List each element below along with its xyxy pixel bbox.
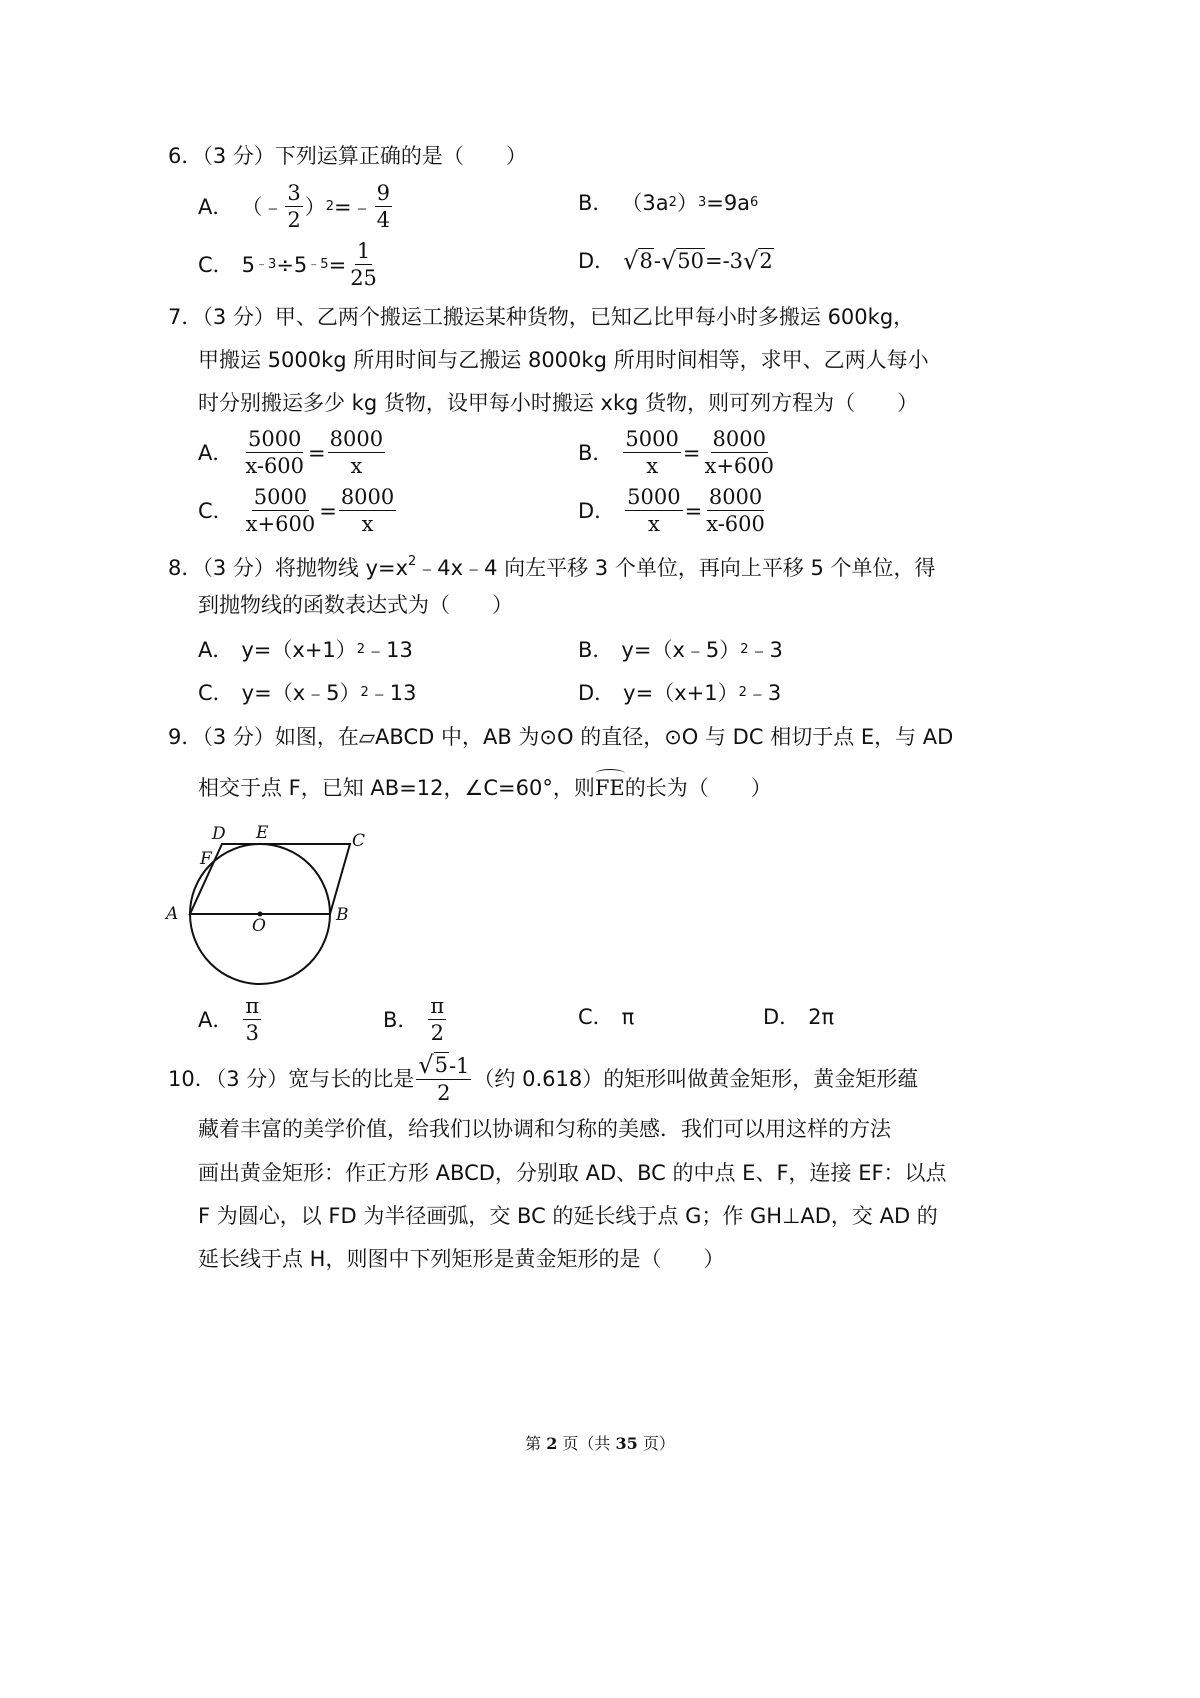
option-label: C． bbox=[578, 1005, 614, 1029]
fraction: $\frac{8000}{x+600}$ bbox=[704, 427, 775, 478]
math-text: ÷5 bbox=[276, 252, 308, 277]
math-text: =-3 bbox=[704, 249, 744, 273]
fraction: $\frac{5000}{x}$ bbox=[625, 427, 679, 478]
q8-option-c: C． y=（x﹣5） 2 ﹣13 bbox=[198, 678, 417, 708]
math-text: = bbox=[328, 252, 347, 277]
geometry-figure bbox=[160, 818, 380, 988]
q6-option-c bbox=[198, 238, 381, 291]
fraction: $\frac{5000}{x}$ bbox=[627, 485, 681, 536]
option-label: A． bbox=[198, 440, 234, 465]
point-label-a: A bbox=[166, 904, 179, 924]
q9-option-d: D． 2π bbox=[763, 1002, 834, 1032]
fraction: $\frac{8000}{x-600}$ bbox=[706, 485, 765, 536]
option-label: D． bbox=[578, 249, 616, 273]
q9-option-a bbox=[198, 993, 263, 1046]
fraction: $\frac{5000}{x+600}$ bbox=[245, 485, 316, 536]
q6-option-a bbox=[198, 180, 394, 233]
q8-option-b: B． y=（x﹣5） 2 ﹣3 bbox=[578, 635, 783, 665]
square-root: √ 2 bbox=[743, 247, 773, 275]
option-label: B． bbox=[578, 191, 614, 215]
option-label: A． bbox=[198, 194, 234, 219]
fraction: $\frac{\pi}{3}$ bbox=[245, 994, 260, 1045]
option-label: B． bbox=[578, 440, 614, 465]
exponent: 2 bbox=[360, 685, 369, 700]
exponent: 3 bbox=[697, 195, 707, 210]
square-root: √ 50 bbox=[660, 247, 704, 275]
q7-line-3: 时分别搬运多少 kg 货物，设甲每小时搬运 xkg 货物，则可列方程为（ ） bbox=[198, 391, 919, 415]
page-total: 35 bbox=[615, 1434, 638, 1453]
exponent: ﹣3 bbox=[255, 256, 277, 272]
math-text: ） bbox=[676, 191, 698, 215]
point-label-d: D bbox=[212, 824, 226, 844]
exponent: 2 bbox=[325, 198, 335, 214]
option-label: B． bbox=[383, 1007, 419, 1032]
q8-option-a: A． y=（x+1） 2 ﹣13 bbox=[198, 635, 413, 665]
point-label-b: B bbox=[336, 905, 349, 925]
q7-option-a bbox=[198, 426, 387, 479]
math-text: （3a bbox=[621, 191, 669, 215]
exponent: 2 bbox=[408, 554, 417, 569]
exponent: 2 bbox=[668, 195, 677, 210]
q9-option-b bbox=[383, 993, 448, 1046]
q8-option-d: D． y=（x+1） 2 ﹣3 bbox=[578, 678, 781, 708]
option-label: B． bbox=[578, 638, 614, 662]
math-text: - bbox=[653, 249, 661, 273]
arc-fe: FE bbox=[595, 773, 625, 803]
exponent: 2 bbox=[738, 685, 747, 700]
fraction: $\frac{\pi}{2}$ bbox=[430, 994, 445, 1045]
point-label-o: O bbox=[252, 916, 266, 936]
equals-sign: = bbox=[308, 440, 326, 465]
math-text: =9a bbox=[706, 191, 751, 215]
q8-line-1: 8．（3 分）将抛物线 $y=x^2﹣4x﹣4$ 向左平移 3 个单位，再向上平移 5 个单位，得 bbox=[168, 554, 936, 580]
option-label: C． bbox=[198, 252, 234, 277]
math-text: ） bbox=[304, 194, 326, 219]
q6-option-d bbox=[578, 246, 774, 276]
equals-sign: = bbox=[684, 498, 703, 523]
fraction: $\frac{1}{25}$ bbox=[350, 239, 377, 290]
q10-line-4: F 为圆心，以 FD 为半径画弧，交 BC 的延长线于点 G；作 GH⊥AD，交 AD 的 bbox=[198, 1204, 938, 1228]
q6-option-b bbox=[578, 188, 758, 218]
fraction: $\frac{3}{2}$ bbox=[287, 181, 301, 232]
fraction: $\frac{9}{4}$ bbox=[376, 181, 391, 232]
fraction: $\frac{8000}{x}$ bbox=[329, 427, 384, 478]
q7-option-d bbox=[578, 484, 769, 537]
q9-option-c: C． π bbox=[578, 1002, 634, 1032]
option-label: A． bbox=[198, 1007, 234, 1032]
q10-line-5: 延长线于点 H，则图中下列矩形是黄金矩形的是（ ） bbox=[198, 1247, 725, 1271]
option-label: C． bbox=[198, 498, 234, 523]
option-label: D． bbox=[763, 1005, 801, 1029]
q10-line-2: 藏着丰富的美学价值，给我们以协调和匀称的美感．我们可以用这样的方法 bbox=[198, 1117, 891, 1141]
equals-sign: = bbox=[682, 440, 701, 465]
option-label: A． bbox=[198, 638, 234, 662]
option-label: D． bbox=[578, 498, 616, 523]
point-label-e: E bbox=[256, 823, 269, 843]
math-text: =﹣ bbox=[334, 194, 373, 219]
q8-line-2: 到抛物线的函数表达式为（ ） bbox=[198, 593, 513, 617]
q9-line-1: 9．（3 分）如图，在▱ABCD 中，AB 为⊙O 的直径，⊙O 与 DC 相切于点 E，与 AD bbox=[168, 725, 954, 749]
math-text: （﹣ bbox=[241, 194, 284, 219]
option-label: D． bbox=[578, 681, 616, 705]
square-root: √ 8 bbox=[623, 247, 653, 275]
point-label-f: F bbox=[200, 849, 212, 869]
q7-option-b bbox=[578, 426, 778, 479]
q7-option-c bbox=[198, 484, 398, 537]
fraction: $\frac{8000}{x}$ bbox=[340, 485, 395, 536]
q10-line-1: 10．（3 分）宽与长的比是 √ 5 -1 2 （约 0.618）的矩形叫做黄金矩形，黄金矩形蕴 bbox=[168, 1051, 919, 1105]
exponent: ﹣5 bbox=[307, 256, 329, 272]
page-number: 2 bbox=[546, 1434, 558, 1453]
fraction: √ 5 -1 2 bbox=[418, 1051, 470, 1105]
q10-line-3: 画出黄金矩形：作正方形 ABCD，分别取 AD、BC 的中点 E、F，连接 EF：以点 bbox=[198, 1161, 947, 1185]
q6-stem: 6．（3 分）下列运算正确的是（ ） bbox=[168, 144, 527, 168]
option-label: C． bbox=[198, 681, 234, 705]
exponent: 2 bbox=[356, 642, 366, 657]
parallelogram-abcd bbox=[190, 844, 350, 914]
fraction: $\frac{5000}{x-600}$ bbox=[245, 427, 305, 478]
exponent: 6 bbox=[750, 195, 759, 210]
q7-line-2: 甲搬运 5000kg 所用时间与乙搬运 8000kg 所用时间相等，求甲、乙两人每小 bbox=[198, 348, 929, 372]
square-root: √ 5 bbox=[418, 1051, 448, 1079]
math-text: 5 bbox=[241, 252, 256, 277]
equals-sign: = bbox=[319, 498, 337, 523]
page-footer: 第 2 页（共 35 页） bbox=[525, 1434, 675, 1453]
point-label-c: C bbox=[352, 831, 366, 851]
exponent: 2 bbox=[740, 642, 749, 657]
q9-line-2: 相交于点 F，已知 AB=12，∠C=60°，则FE的长为（ ） bbox=[198, 773, 772, 803]
q7-line-1: 7．（3 分）甲、乙两个搬运工搬运某种货物，已知乙比甲每小时多搬运 600kg， bbox=[168, 305, 915, 329]
